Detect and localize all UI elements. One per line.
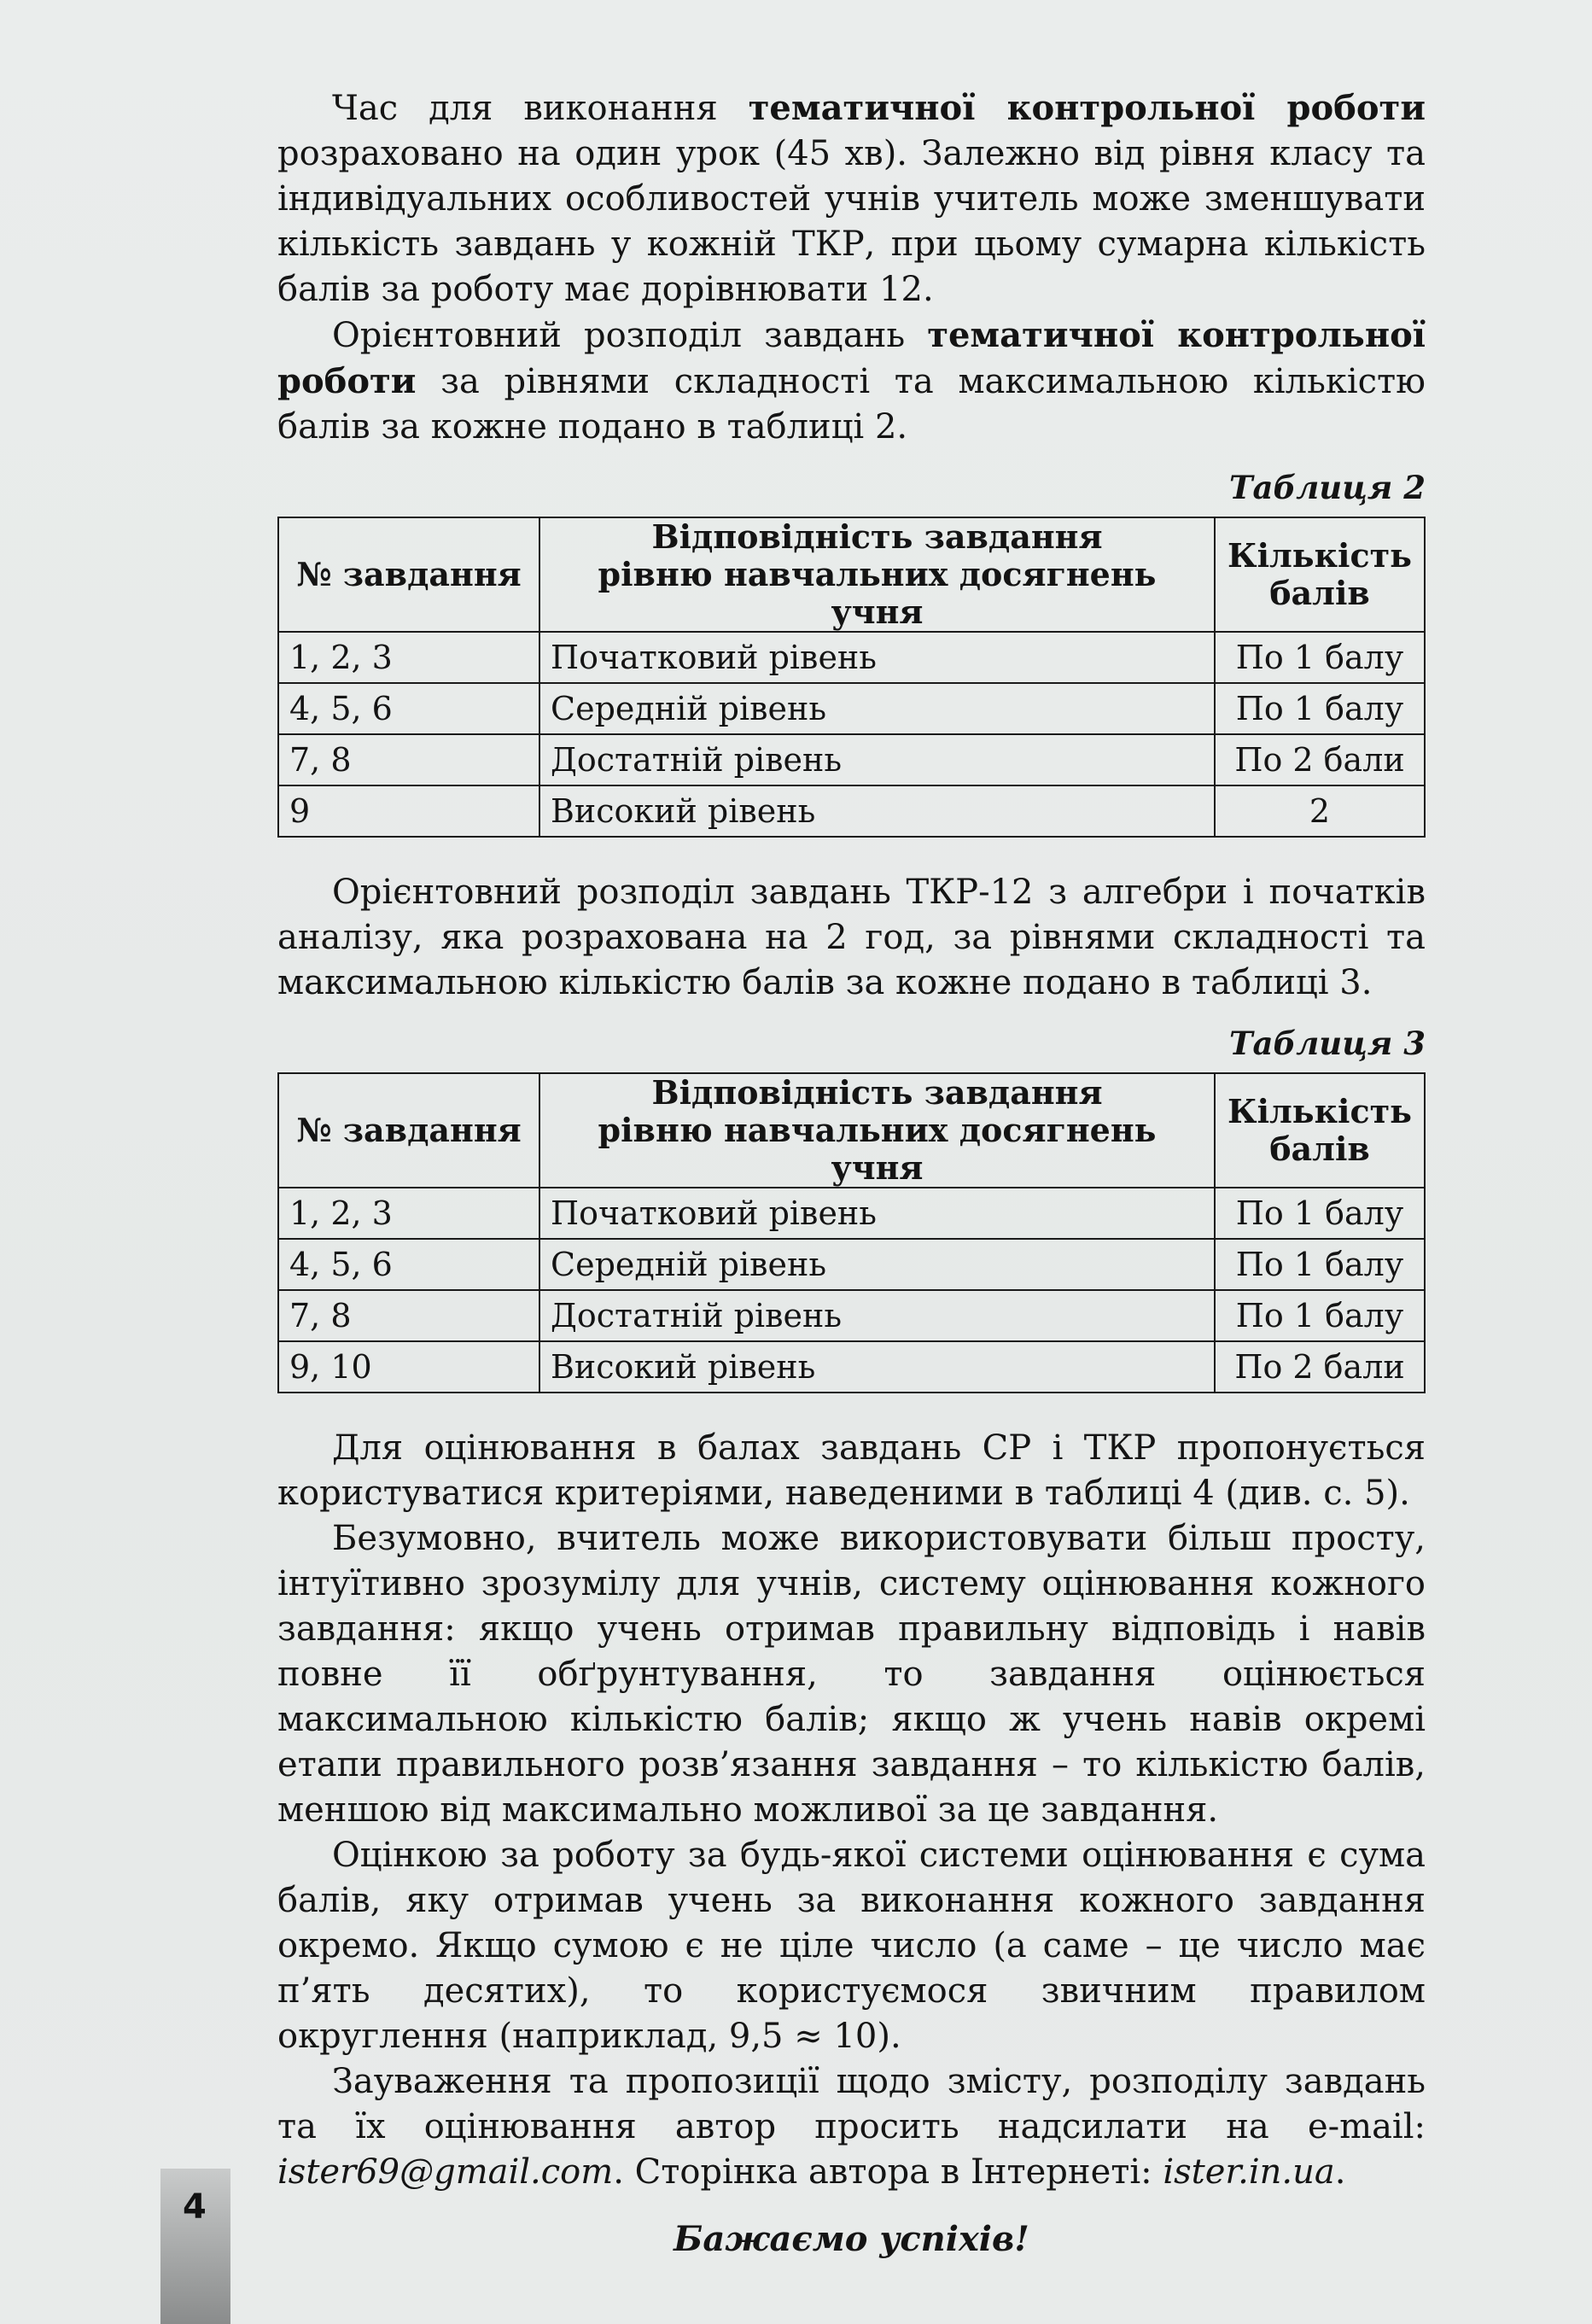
table-row [278,1290,1425,1341]
table-cell: Середній рівень [539,1239,1215,1290]
table-cell: По 1 балу [1215,1188,1425,1239]
text-run: за рівнями складності та максимальною кількістю балів за кожне подано в таблиці 2. [277,362,1426,447]
table-2 [277,517,1426,838]
table-cell: 1, 2, 3 [278,1188,539,1239]
table-row [278,1341,1425,1393]
table-header-row [278,1073,1425,1188]
table-cell: По 2 бали [1215,1341,1425,1393]
table-cell: 7, 8 [278,734,539,785]
table-3-caption: Таблиця 3 [1228,1025,1426,1062]
table-cell: 2 [1215,785,1425,837]
text-run: Безумовно, вчитель може використовувати більш просту, інтуїтивно зрозумілу для учнів, систему оцінювання кожного завдання: якщо учень отримав правильну відповідь і навів повне її обґрунтування, то завдання оцінюється максимальною кількістю балів; якщо ж учень навів окремі етапи правильного розв’язання завдання – то кількістю балів, меншою від максимально можливої за це завдання. [277,1519,1426,1830]
table-header-cell: Кількість балів [1215,1073,1425,1188]
text-run: Орієнтовний розподіл завдань ТКР-12 з алгебри і початків аналізу, яка розрахована на 2 год, за рівнями складності та максимальною кількістю балів за кожне подано в таблиці 3. [277,873,1426,1002]
table-cell: 7, 8 [278,1290,539,1341]
table-cell: По 1 балу [1215,1290,1425,1341]
table-header-cell: Відповідність завдання рівню навчальних досягнень учня [539,1073,1215,1188]
table-header-cell: № завдання [278,517,539,632]
table-row [278,632,1425,683]
text-run: . [1334,2152,1346,2192]
page-number: 4 [183,2187,207,2227]
italic-run: ister.in.ua [1163,2152,1335,2192]
table-cell: Високий рівень [539,1341,1215,1393]
paragraph-tkr12-intro [277,870,1426,1006]
paragraph-simple-system [277,1516,1426,1833]
spacer [277,1393,1426,1426]
table-header-cell: Відповідність завдання рівню навчальних досягнень учня [539,517,1215,632]
paragraph-test-time [277,85,1426,312]
italic-run: ister69@gmail.com [277,2152,614,2192]
table-cell: По 1 балу [1215,632,1425,683]
text-run: Зауваження та пропозиції щодо змісту, розподілу завдань та їх оцінювання автор просить надсилати на e-mail: [277,2062,1426,2146]
table-cell: Початковий рівень [539,1188,1215,1239]
table-row [278,734,1425,785]
paragraph-feedback [277,2059,1426,2195]
bold-run: тематичної контрольної роботи [748,88,1426,128]
table-3 [277,1072,1426,1393]
table-cell: По 2 бали [1215,734,1425,785]
page-content [277,85,1426,2259]
table-cell: Високий рівень [539,785,1215,837]
table-cell: 4, 5, 6 [278,683,539,734]
table-cell: 9 [278,785,539,837]
table-cell: 1, 2, 3 [278,632,539,683]
farewell-text: Бажаємо успіхів! [674,2219,1029,2259]
table-row [278,1188,1425,1239]
table-2-caption: Таблиця 2 [1228,469,1426,506]
table-cell: По 1 балу [1215,1239,1425,1290]
table-cell: Достатній рівень [539,1290,1215,1341]
spacer [277,838,1426,870]
text-run: розраховано на один урок (45 хв). Залежно від рівня класу та індивідуальних особливостей учнів учитель може зменшувати кількість завдань у кожній ТКР, при цьому сумарна кількість балів за роботу має дорівнювати 12. [277,134,1426,309]
paragraph-grade-sum [277,1833,1426,2059]
table-cell: 4, 5, 6 [278,1239,539,1290]
text-run: Орієнтовний розподіл завдань [332,316,928,355]
table-header-cell: Кількість балів [1215,517,1425,632]
table-row [278,683,1425,734]
text-run: Час для виконання [332,89,749,128]
table-cell: Початковий рівень [539,632,1215,683]
table-cell: Достатній рівень [539,734,1215,785]
text-run: Для оцінювання в балах завдань СР і ТКР пропонується користуватися критеріями, наведеними в таблиці 4 (див. с. 5). [277,1428,1426,1513]
table-header-cell: № завдання [278,1073,539,1188]
paragraph-distribution-intro [277,312,1426,450]
table-header-row [278,517,1425,632]
table-cell: Середній рівень [539,683,1215,734]
bold-run: тематичної контрольної роботи [277,315,1426,401]
table-cell: 9, 10 [278,1341,539,1393]
text-run: . Сторінка автора в Інтернеті: [613,2152,1163,2192]
paragraph-criteria [277,1426,1426,1516]
table-cell: По 1 балу [1215,683,1425,734]
table-row [278,785,1425,837]
table-row [278,1239,1425,1290]
text-run: Оцінкою за роботу за будь-якої системи оцінювання є сума балів, яку отримав учень за виконання кожного завдання окремо. Якщо сумою є не ціле число (а саме – це число має п’ять десятих), то користуємося звичним правилом округлення (наприклад, 9,5 ≈ 10). [277,1836,1426,2056]
